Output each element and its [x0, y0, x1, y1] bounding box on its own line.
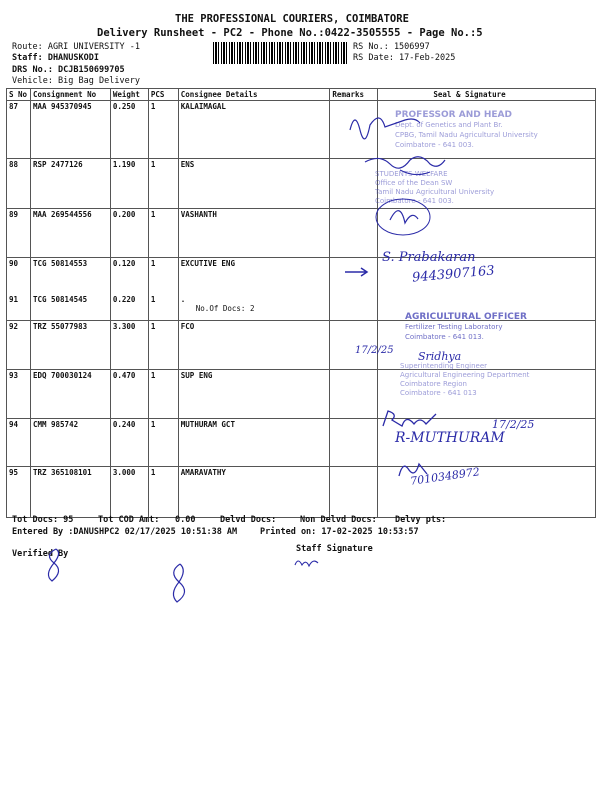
seal-stamp-87: PROFESSOR AND HEAD Dept. of Genetics and Plant Br. CPBG, Tamil Nadu Agricultural University Coimbatore - 641 003. — [395, 110, 538, 149]
cell-consignment: MAA 945370945 — [30, 101, 110, 159]
vehicle-label: Vehicle: Big Bag Delivery — [12, 76, 140, 86]
cell-sno: 93 — [7, 370, 31, 419]
route-label: Route: AGRI UNIVERSITY -1 — [12, 42, 140, 52]
signature-94 — [380, 408, 440, 430]
cell-remarks — [330, 467, 378, 518]
cell-consignee: EXCUTIVE ENG — [178, 258, 330, 295]
cell-sno: 88 — [7, 159, 31, 209]
signature-87 — [345, 105, 425, 145]
cell-consignee — [178, 294, 330, 321]
table-row — [7, 159, 596, 209]
cell-weight: 0.250 — [110, 101, 148, 159]
cell-remarks — [330, 419, 378, 467]
table-header-row — [7, 89, 596, 101]
cell-weight: 3.300 — [110, 321, 148, 370]
signature-93-date: 17/2/25 — [355, 345, 394, 356]
col-consignee: Consignee Details — [178, 89, 330, 101]
cell-weight: 3.000 — [110, 467, 148, 518]
cell-consignee: SUP ENG — [178, 370, 330, 419]
cell-pcs: 1 — [148, 101, 178, 159]
cell-remarks — [330, 370, 378, 419]
total-docs: Tot Docs: 95 — [12, 515, 74, 525]
cell-pcs: 1 — [148, 467, 178, 518]
seal-stamp-88: STUDENTS WELFARE Office of the Dean SW Tamil Nadu Agricultural University Coimbatore - 641 003. — [375, 170, 495, 205]
cell-pcs: 1 — [148, 294, 178, 321]
cell-consignee: MUTHURAM GCT — [178, 419, 330, 467]
col-weight: Weight — [110, 89, 148, 101]
staff-signature-label: Staff Signature — [296, 544, 373, 554]
col-seal: Seal & Signature — [378, 89, 596, 101]
col-pcs: PCS — [148, 89, 178, 101]
cell-consignee: AMARAVATHY — [178, 467, 330, 518]
cell-sno: 94 — [7, 419, 31, 467]
cell-weight: 0.240 — [110, 419, 148, 467]
staff-label: Staff: DHANUSKODI — [12, 53, 99, 63]
cell-pcs: 1 — [148, 419, 178, 467]
verified-by-label: Verified By — [12, 549, 69, 559]
cell-weight: 0.220 — [110, 294, 148, 321]
signature-95-phone: 7010348972 — [409, 465, 481, 488]
signature-90-name: S. Prabakaran — [382, 250, 476, 265]
seal-stamp-92: AGRICULTURAL OFFICER Fertilizer Testing Laboratory Coimbatore - 641 013. — [405, 312, 527, 341]
cell-consignment: TRZ 55077983 — [30, 321, 110, 370]
cell-consignment: RSP 2477126 — [30, 159, 110, 209]
total-cod-value: 0.00 — [175, 515, 196, 525]
staff-signature — [292, 555, 322, 570]
col-sno: S No — [7, 89, 31, 101]
cell-sno: 89 — [7, 209, 31, 258]
signature-93-name: Sridhya — [418, 350, 462, 363]
cell-weight: 0.120 — [110, 258, 148, 295]
col-consignment: Consignment No — [30, 89, 110, 101]
cell-pcs: 1 — [148, 370, 178, 419]
cell-consignment: CMM 985742 — [30, 419, 110, 467]
drs-number: DRS No.: DCJB150699705 — [12, 65, 125, 75]
cell-consignment: TCG 50814545 — [30, 294, 110, 321]
signature-94-name: R-MUTHURAM — [395, 430, 505, 446]
col-remarks: Remarks — [330, 89, 378, 101]
cell-pcs: 1 — [148, 321, 178, 370]
table-row — [7, 467, 596, 518]
cell-weight: 0.470 — [110, 370, 148, 419]
signature-89 — [370, 195, 440, 240]
company-title: THE PROFESSIONAL COURIERS, COIMBATORE — [175, 13, 409, 25]
runsheet-table — [6, 88, 596, 518]
cell-consignee: ENS — [178, 159, 330, 209]
cell-consignee: KALAIMAGAL — [178, 101, 330, 159]
cell-sno: 91 — [7, 294, 31, 321]
entered-by: Entered By :DANUSHPC2 02/17/2025 10:51:38 AM — [12, 527, 238, 537]
cell-pcs: 1 — [148, 159, 178, 209]
rs-number: RS No.: 1506997 — [353, 42, 430, 52]
non-delivered-docs: Non Delvd Docs: — [300, 515, 377, 525]
cell-sno: 92 — [7, 321, 31, 370]
verified-signature-2 — [165, 560, 195, 605]
cell-sno: 87 — [7, 101, 31, 159]
delivered-docs: Delvd Docs: — [220, 515, 277, 525]
cell-consignment: EDQ 700030124 — [30, 370, 110, 419]
delivery-points: Delvy pts: — [395, 515, 447, 525]
rs-date: RS Date: 17-Feb-2025 — [353, 53, 456, 63]
cell-consignee: FCO — [178, 321, 330, 370]
cell-remarks — [330, 294, 378, 321]
barcode — [213, 42, 348, 64]
table-row — [7, 258, 596, 295]
cell-consignment: TCG 50814553 — [30, 258, 110, 295]
cell-consignee: VASHANTH — [178, 209, 330, 258]
cell-sno: 90 — [7, 258, 31, 295]
arrow-mark — [343, 265, 373, 279]
verified-signature — [38, 545, 68, 585]
seal-stamp-93: Superintending Engineer Agricultural Engineering Department Coimbatore Region Coimbatore - 641 013 — [400, 362, 530, 397]
cell-weight: 1.190 — [110, 159, 148, 209]
signature-94-date: 17/2/25 — [492, 418, 535, 431]
signature-88 — [360, 150, 450, 185]
runsheet-subtitle: Delivery Runsheet - PC2 - Phone No.:0422-3505555 - Page No.:5 — [97, 27, 483, 39]
printed-on: Printed on: 17-02-2025 10:53:57 — [260, 527, 419, 537]
cell-pcs: 1 — [148, 258, 178, 295]
docs-count-note: No.Of Docs: 2 — [195, 304, 255, 313]
cell-sno: 95 — [7, 467, 31, 518]
cell-consignment: TRZ 365108101 — [30, 467, 110, 518]
cell-consignment: MAA 269544556 — [30, 209, 110, 258]
total-cod-label: Tot COD Amt: — [98, 515, 160, 525]
cell-pcs: 1 — [148, 209, 178, 258]
signature-90-phone: 9443907163 — [411, 263, 496, 286]
consignee-text: . — [180, 295, 186, 304]
cell-weight: 0.200 — [110, 209, 148, 258]
table-row — [7, 209, 596, 258]
